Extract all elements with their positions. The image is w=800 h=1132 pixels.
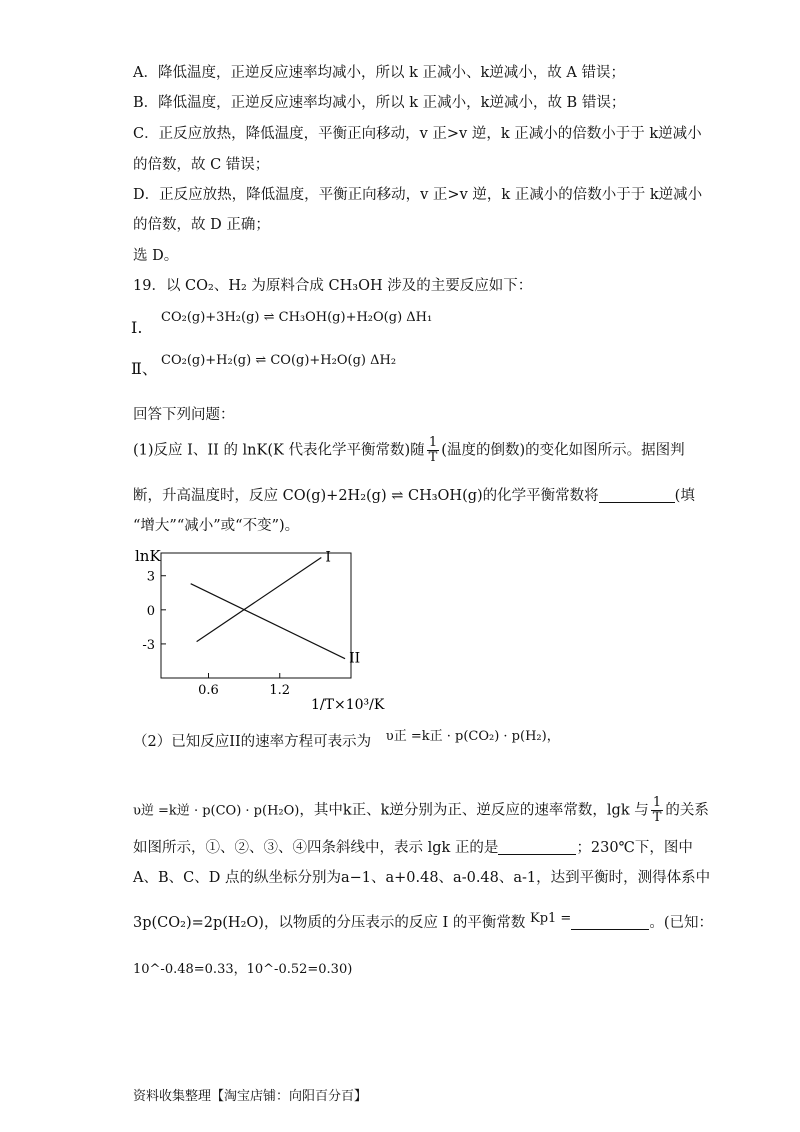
part2-text-g3: 。(已知： bbox=[649, 915, 714, 931]
series-line-II bbox=[191, 584, 345, 659]
reaction-2-label: Ⅱ、 bbox=[131, 359, 158, 378]
x-tick-label: 0.6 bbox=[198, 683, 219, 698]
part1-text-e: “增大”“减小”或“不变”)。 bbox=[133, 518, 300, 534]
answer-blank-1[interactable] bbox=[599, 488, 675, 503]
inverse-t-fraction-2: $\frac{1}{T}$ bbox=[652, 795, 662, 825]
option-d-line2: 的倍数，故 D 正确； bbox=[133, 217, 270, 233]
y-tick-label: 0 bbox=[146, 603, 155, 619]
part1-text-c: 断，升高温度时，反应 CO(g)+2H₂(g) ⇌ CH₃OH(g)的化学平衡常数将 bbox=[133, 488, 599, 504]
part2-text-b: ，其中k正、k逆分别为正、逆反应的速率常数，lgk 与 bbox=[299, 802, 649, 819]
answer-blank-3[interactable] bbox=[571, 915, 649, 930]
part2-line5 bbox=[133, 913, 713, 934]
series-line-I bbox=[197, 558, 322, 642]
series-label-II: II bbox=[349, 650, 361, 667]
option-c-line2: 的倍数，故 C 错误； bbox=[133, 157, 270, 173]
option-d-line1: D．正反应放热，降低温度，平衡正向移动，v 正>v 逆，k 正减小的倍数小于于 k逆减小 bbox=[133, 187, 703, 203]
answer-prompt: 回答下列问题： bbox=[133, 407, 235, 423]
part2-text-c: 的关系 bbox=[665, 802, 709, 819]
rate-equation-forward: υ正 =k正 · p(CO₂) · p(H₂)， bbox=[385, 729, 560, 744]
chart-y-label: lnK bbox=[135, 547, 161, 565]
part2-line2 bbox=[133, 796, 709, 825]
series-label-I: I bbox=[325, 549, 331, 566]
footer-source: 资料收集整理【淘宝店铺：向阳百分百】 bbox=[133, 1089, 368, 1104]
part1-line1 bbox=[133, 436, 685, 465]
part2-text-d: 如图所示，①、②、③、④四条斜线中，表示 lgk 正的是 bbox=[133, 840, 499, 856]
lnk-chart bbox=[133, 541, 393, 716]
q19-intro: 19．以 CO₂、H₂ 为原料合成 CH₃OH 涉及的主要反应如下： bbox=[133, 278, 533, 294]
part2-text-g2: ，以物质的分压表示的反应 I 的平衡常数 bbox=[263, 915, 526, 931]
rate-equation-reverse: υ逆 =k逆 · p(CO) · p(H₂O) bbox=[133, 803, 300, 819]
part2-text-f: A、B、C、D 点的纵坐标分别为a−1、a+0.48、a-0.48、a-1，达到平衡时，测得体系中 bbox=[133, 870, 711, 886]
part2-text-a: （2）已知反应II的速率方程可表示为 bbox=[133, 734, 372, 750]
part2-line1 bbox=[133, 729, 560, 753]
option-b: B．降低温度，正逆反应速率均减小，所以 k 正减小，k逆减小，故 B 错误； bbox=[133, 95, 626, 111]
x-tick-label: 1.2 bbox=[269, 683, 291, 698]
reaction-1-equation: CO₂(g)+3H₂(g) ⇌ CH₃OH(g)+H₂O(g) ΔH₁ bbox=[161, 310, 433, 325]
part1-text-b: (温度的倒数)的变化如图所示。据图判 bbox=[441, 442, 685, 459]
part2-line3 bbox=[133, 838, 693, 858]
option-c-line1: C．正反应放热，降低温度，平衡正向移动，v 正>v 逆，k 正减小的倍数小于于 k逆减小 bbox=[133, 126, 702, 142]
answer-choice: 选 D。 bbox=[133, 248, 179, 264]
reaction-2-equation: CO₂(g)+H₂(g) ⇌ CO(g)+H₂O(g) ΔH₂ bbox=[161, 353, 397, 368]
kp1-symbol: Kp1 = bbox=[530, 911, 572, 926]
part1-line2 bbox=[133, 486, 695, 506]
y-tick-label: -3 bbox=[142, 637, 155, 653]
part1-text-a: (1)反应 I、II 的 lnK(K 代表化学平衡常数)随 bbox=[133, 442, 425, 459]
chart-x-label: 1/T×10³/K bbox=[311, 697, 385, 713]
partial-pressure-relation: 3p(CO₂)=2p(H₂O) bbox=[133, 915, 264, 931]
inverse-t-fraction: $\frac{1}{T}$ bbox=[428, 435, 438, 465]
part1-text-d: (填 bbox=[674, 488, 695, 504]
y-tick-label: 3 bbox=[146, 569, 155, 585]
part2-text-e: ；230℃下，图中 bbox=[576, 840, 693, 856]
answer-blank-2[interactable] bbox=[498, 840, 576, 855]
given-values: 10^-0.48=0.33，10^-0.52=0.30) bbox=[133, 962, 353, 977]
option-a: A．降低温度，正逆反应速率均减小，所以 k 正减小、k逆减小，故 A 错误； bbox=[133, 65, 625, 81]
reaction-1-label: Ⅰ. bbox=[131, 318, 143, 337]
